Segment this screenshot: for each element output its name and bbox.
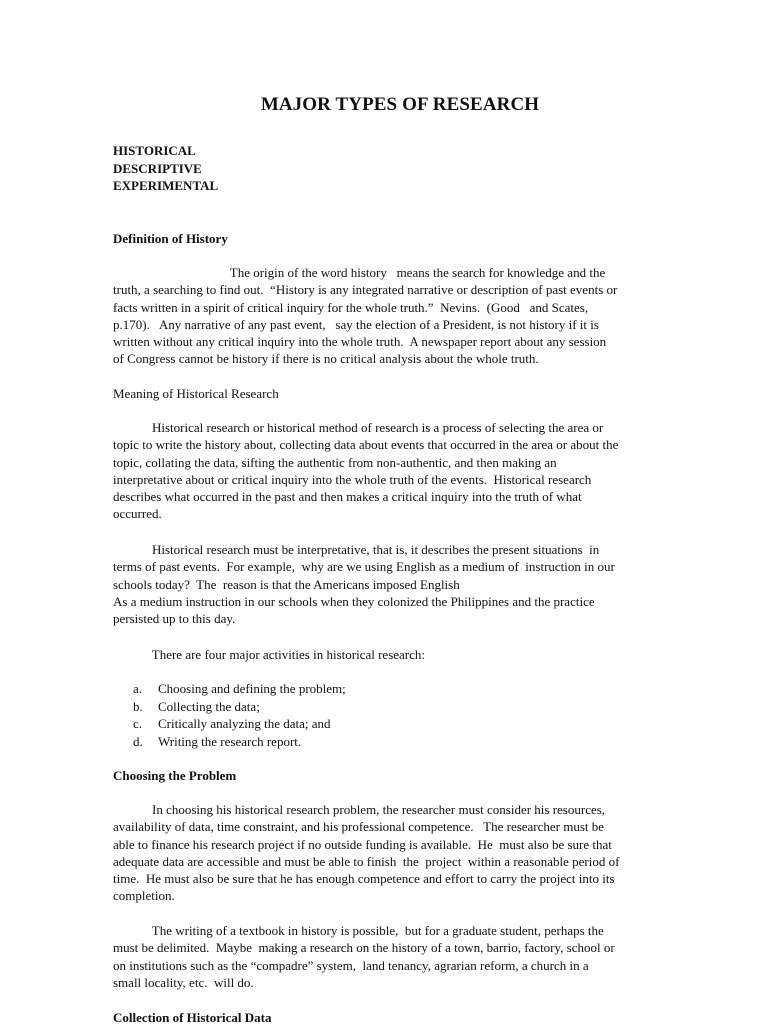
list-item xyxy=(113,733,673,751)
research-type-historical: HISTORICAL xyxy=(113,143,196,158)
research-type-experimental: EXPERIMENTAL xyxy=(113,178,219,193)
collection-heading: Collection of Historical Data xyxy=(113,1010,272,1025)
choosing-paragraph xyxy=(113,801,691,905)
paragraph-line: schools today? The reason is that the Americans imposed English xyxy=(113,576,460,592)
interpretative-paragraph xyxy=(113,541,691,627)
document-title: MAJOR TYPES OF RESEARCH xyxy=(260,94,540,115)
paragraph-line: must be delimited. Maybe making a research on the history of a town, barrio, factory, school or xyxy=(113,940,615,956)
meaning-heading: Meaning of Historical Research xyxy=(113,386,279,401)
paragraph-line: persisted up to this day. xyxy=(113,611,236,627)
paragraph-line: written without any critical inquiry into the whole truth. A newspaper report about any session xyxy=(113,334,607,350)
paragraph-line: interpretative about or critical inquiry into the whole truth of the events. Historical research xyxy=(113,471,592,487)
paragraph-line: Historical research or historical method of research is a process of selecting the area or xyxy=(113,420,604,435)
paragraph-line: p.170). Any narrative of any past event, say the election of a President, is not history if it is xyxy=(113,316,599,332)
activities-intro xyxy=(113,646,691,663)
paragraph-line: terms of past events. For example, why are we using English as a medium of instruction in our xyxy=(113,559,615,575)
list-item xyxy=(113,680,673,698)
paragraph-line: topic, collating the data, sifting the authentic from non-authentic, and then making an xyxy=(113,454,557,470)
paragraph-line: As a medium instruction in our schools when they colonized the Philippines and the practice xyxy=(113,593,595,609)
list-item-text: Writing the research report. xyxy=(158,733,302,749)
list-item xyxy=(113,698,673,716)
activities-list xyxy=(113,680,673,750)
paragraph-line: able to finance his research project if no outside funding is available. He must also be sure that xyxy=(113,836,612,852)
paragraph-line: describes what occurred in the past and then makes a critical inquiry into the truth of what xyxy=(113,489,582,505)
list-item-text: Collecting the data; xyxy=(158,698,260,714)
paragraph-line: The writing of a textbook in history is possible, but for a graduate student, perhaps the xyxy=(113,923,604,938)
choosing-heading: Choosing the Problem xyxy=(113,768,237,783)
list-marker: c. xyxy=(133,716,143,731)
research-type-descriptive: DESCRIPTIVE xyxy=(113,160,202,176)
paragraph-line: In choosing his historical research problem, the researcher must consider his resources, xyxy=(113,802,606,817)
list-marker: a. xyxy=(133,681,143,696)
meaning-paragraph xyxy=(113,419,691,523)
paragraph-line: of Congress cannot be history if there is no critical analysis about the whole truth. xyxy=(113,351,539,367)
list-marker: d. xyxy=(133,733,143,749)
research-types-list xyxy=(113,142,218,195)
paragraph-line: completion. xyxy=(113,888,175,904)
paragraph-line: There are four major activities in historical research: xyxy=(113,647,425,662)
paragraph-line: truth, a searching to find out. “History is any integrated narrative or description of past events or xyxy=(113,282,618,298)
textbook-paragraph xyxy=(113,922,691,991)
paragraph-line: adequate data are accessible and must be able to finish the project within a reasonable period of xyxy=(113,853,620,869)
list-item-text: Choosing and defining the problem; xyxy=(158,681,346,696)
paragraph-line: on institutions such as the “compadre” system, land tenancy, agrarian reform, a church in a xyxy=(113,957,589,973)
paragraph-line: occurred. xyxy=(113,506,162,522)
paragraph-line: availability of data, time constraint, and his professional competence. The researcher must be xyxy=(113,819,605,835)
paragraph-line: small locality, etc. will do. xyxy=(113,974,254,990)
paragraph-line: facts written in a spirit of critical inquiry for the whole truth.” Nevins. (Good and Scates, xyxy=(113,299,589,315)
list-item-text: Critically analyzing the data; and xyxy=(158,716,331,731)
list-item xyxy=(113,715,673,733)
paragraph-line: Historical research must be interpretative, that is, it describes the present situations in xyxy=(113,542,600,557)
list-marker: b. xyxy=(133,698,143,714)
definition-paragraph xyxy=(113,264,691,368)
paragraph-line: topic to write the history about, collecting data about events that occurred in the area or about the xyxy=(113,437,619,453)
paragraph-line: time. He must also be sure that he has enough competence and effort to carry the project into its xyxy=(113,871,615,887)
paragraph-line: The origin of the word history means the search for knowledge and the xyxy=(113,265,606,280)
definition-heading: Definition of History xyxy=(113,231,228,246)
